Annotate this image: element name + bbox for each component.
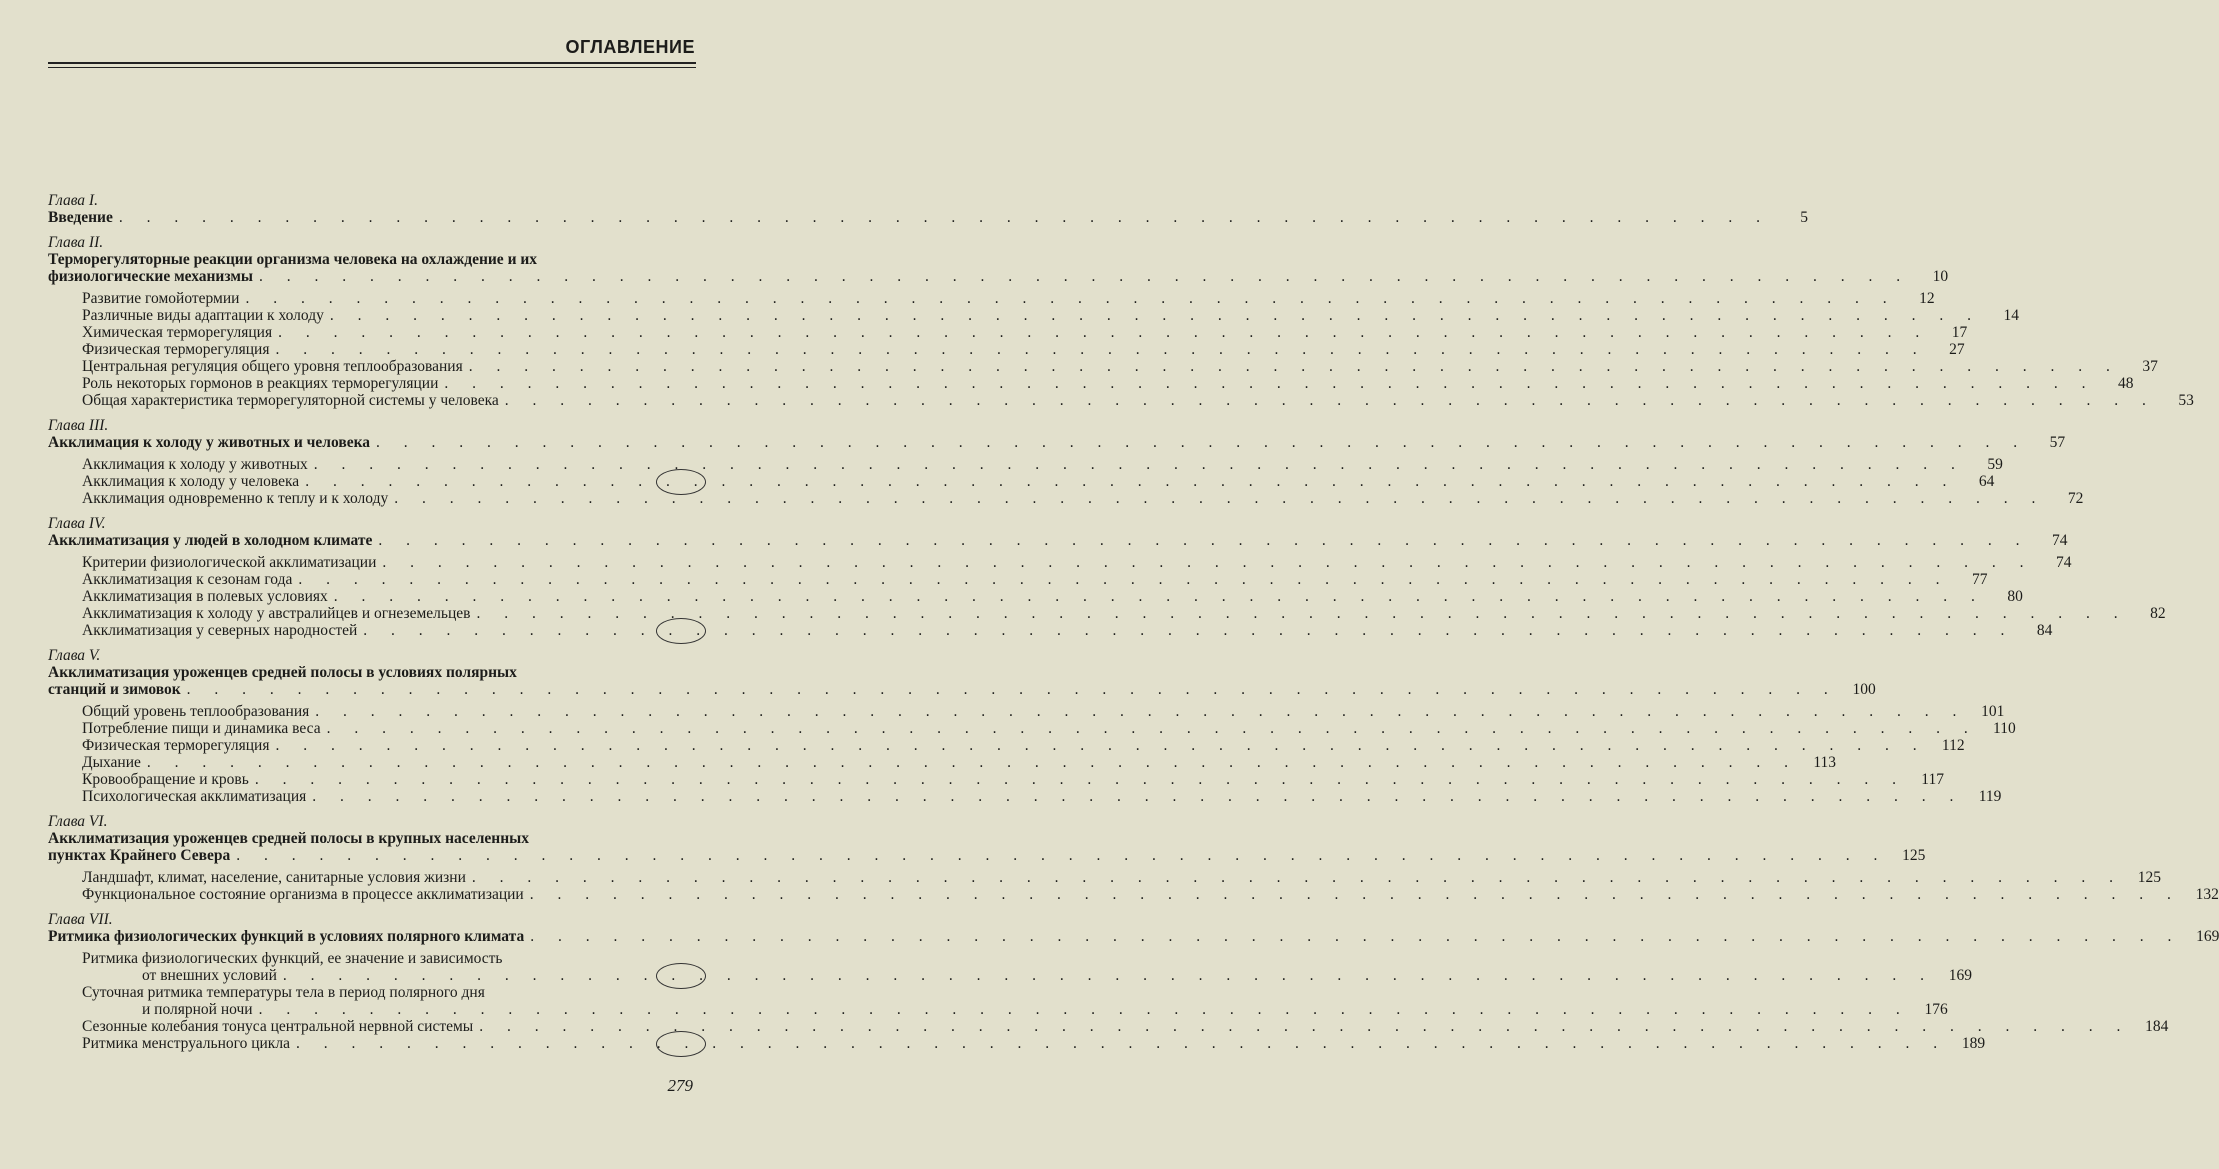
chapter-title[interactable]	[48, 209, 1808, 226]
entry-title: Роль некоторых гормонов в реакциях терморегуляции	[82, 375, 439, 392]
page-ref: 113	[1813, 754, 1837, 771]
entry-title: Центральная регуляция общего уровня теплообразования	[82, 358, 463, 375]
section-entry[interactable]	[48, 1035, 1986, 1052]
entry-title: Химическая терморегуляция	[82, 324, 273, 341]
entry-title: Акклиматизация у людей в холодном климате	[48, 532, 373, 549]
section-entry[interactable]	[48, 771, 1944, 788]
entry-title: пунктах Крайнего Севера	[48, 847, 231, 864]
section-entry[interactable]	[48, 967, 1972, 984]
page-ref: 100	[1852, 681, 1876, 698]
chapter-title[interactable]	[48, 268, 1949, 285]
page-ref: 77	[1971, 571, 1988, 588]
section-entry[interactable]	[48, 554, 2072, 571]
entry-title: Психологическая акклиматизация	[82, 788, 307, 805]
entry-title: Ландшафт, климат, население, санитарные условия жизни	[82, 869, 466, 886]
entry-title: Суточная ритмика температуры тела в период полярного дня	[82, 984, 485, 1001]
section-entry[interactable]	[48, 886, 2219, 903]
dot-leader: . . . . . . . . . . . . . . . . . . . . . . . . . . . . . . . . . . . . . . . . . . . . . . . . . . . . . . . . . . . .	[329, 307, 1981, 324]
dot-leader: . . . . . . . . . . . . . . . . . . . . . . . . . . . . . . . . . . . . . . . . . . . . . . . . . . . . . . . . . . . .	[382, 554, 2034, 571]
dot-leader: . . . . . . . . . . . . . . . . . . . . . . . . . . . . . . . . . . . . . . . . . . . . . . . . . . . . . . . . . . . .	[376, 434, 2028, 451]
section-entry[interactable]	[48, 737, 1965, 754]
page-ref: 12	[1919, 290, 1935, 307]
chapter-label: Глава II.	[48, 234, 104, 251]
page-ref: 189	[1961, 1035, 1986, 1052]
entry-title: физиологические механизмы	[48, 268, 254, 285]
dot-leader: . . . . . . . . . . . . . . . . . . . . . . . . . . . . . . . . . . . . . . . . . . . . . . . . . . . . . . . . . . . .	[305, 473, 1957, 490]
page-ref: 169	[2196, 928, 2219, 945]
page-ref: 132	[2195, 886, 2219, 903]
entry-title: Сезонные колебания тонуса центральной нервной системы	[82, 1018, 474, 1035]
dot-leader: . . . . . . . . . . . . . . . . . . . . . . . . . . . . . . . . . . . . . . . . . . . . . . . . . . . . . . . . . . . .	[298, 571, 1950, 588]
dot-leader: . . . . . . . . . . . . . . . . . . . . . . . . . . . . . . . . . . . . . . . . . . . . . . . . . . . . . . . . . . . .	[275, 737, 1927, 754]
dot-leader: . . . . . . . . . . . . . . . . . . . . . . . . . . . . . . . . . . . . . . . . . . . . . . . . . . . . . . . . . . . .	[118, 209, 1770, 226]
entry-title: Акклимация одновременно к теплу и к холоду	[82, 490, 389, 507]
dot-leader: . . . . . . . . . . . . . . . . . . . . . . . . . . . . . . . . . . . . . . . . . . . . . . . . . . . . . . . . . . . .	[529, 886, 2181, 903]
chapter-title[interactable]	[48, 928, 2219, 945]
section-entry[interactable]	[48, 703, 2005, 720]
entry-title: Критерии физиологической акклиматизации	[82, 554, 377, 571]
chapter-title[interactable]	[48, 532, 2068, 549]
chapter-label: Глава I.	[48, 192, 98, 209]
dot-leader: . . . . . . . . . . . . . . . . . . . . . . . . . . . . . . . . . . . . . . . . . . . . . . . . . . . . . . . . . . . .	[245, 290, 1897, 307]
section-entry[interactable]	[48, 341, 1965, 358]
chapter-title[interactable]	[48, 681, 1876, 698]
page-ref: 80	[2007, 588, 2023, 605]
entry-title: Физическая терморегуляция	[82, 341, 270, 358]
page-ref: 37	[2142, 358, 2158, 375]
pen-circle-mark	[656, 618, 706, 644]
page-ref: 119	[1978, 788, 2002, 805]
page-ref: 176	[1924, 1001, 1948, 1018]
page-ref: 125	[2137, 869, 2162, 886]
dot-leader: . . . . . . . . . . . . . . . . . . . . . . . . . . . . . . . . . . . . . . . . . . . . . . . . . . . . . . . . . . . .	[259, 268, 1911, 285]
section-entry[interactable]	[48, 571, 1988, 588]
entry-title: станций и зимовок	[48, 681, 181, 698]
entry-title: Потребление пищи и динамика веса	[82, 720, 321, 737]
chapter-title-line[interactable]	[48, 251, 698, 268]
chapter-title-line[interactable]	[48, 664, 698, 681]
entry-title: от внешних условий	[142, 967, 277, 984]
section-entry[interactable]	[48, 473, 1995, 490]
entry-title: Функциональное состояние организма в процессе акклиматизации	[82, 886, 524, 903]
dot-leader: . . . . . . . . . . . . . . . . . . . . . . . . . . . . . . . . . . . . . . . . . . . . . . . . . . . . . . . . . . . .	[278, 324, 1930, 341]
dot-leader: . . . . . . . . . . . . . . . . . . . . . . . . . . . . . . . . . . . . . . . . . . . . . . . . . . . . . . . . . . . .	[254, 771, 1906, 788]
chapter-title-line[interactable]	[48, 830, 698, 847]
section-title-line[interactable]	[48, 984, 698, 1001]
dot-leader: . . . . . . . . . . . . . . . . . . . . . . . . . . . . . . . . . . . . . . . . . . . . . . . . . . . . . . . . . . . .	[504, 392, 2156, 409]
section-entry[interactable]	[48, 456, 2003, 473]
entry-title: Ритмика физиологических функций в условиях полярного климата	[48, 928, 525, 945]
chapter-label: Глава IV.	[48, 515, 106, 532]
entry-title: Акклимация к холоду у животных и человека	[48, 434, 371, 451]
chapter-label: Глава VI.	[48, 813, 108, 830]
entry-title: Ритмика физиологических функций, ее значение и зависимость	[82, 950, 503, 967]
section-title-line[interactable]	[48, 950, 698, 967]
dot-leader: . . . . . . . . . . . . . . . . . . . . . . . . . . . . . . . . . . . . . . . . . . . . . . . . . . . . . . . . . . . .	[326, 720, 1978, 737]
entry-title: Акклиматизация уроженцев средней полосы в крупных населенных	[48, 830, 530, 847]
page-ref: 64	[1978, 473, 1995, 490]
page-ref: 101	[1981, 703, 2005, 720]
entry-title: Акклиматизация к сезонам года	[82, 571, 293, 588]
dot-leader: . . . . . . . . . . . . . . . . . . . . . . . . . . . . . . . . . . . . . . . . . . . . . . . . . . . . . . . . . . . .	[295, 1035, 1948, 1052]
dot-leader: . . . . . . . . . . . . . . . . . . . . . . . . . . . . . . . . . . . . . . . . . . . . . . . . . . . . . . . . . . . .	[275, 341, 1927, 358]
entry-title: Акклиматизация в полевых условиях	[82, 588, 328, 605]
entry-title: Акклиматизация у северных народностей	[82, 622, 358, 639]
entry-title: Акклимация к холоду у человека	[82, 473, 300, 490]
section-entry[interactable]	[48, 375, 2134, 392]
entry-title: Дыхание	[82, 754, 141, 771]
chapter-title[interactable]	[48, 847, 1926, 864]
page-header: ОГЛАВЛЕНИЕ	[565, 37, 695, 57]
page-ref: 57	[2049, 434, 2066, 451]
dot-leader: . . . . . . . . . . . . . . . . . . . . . . . . . . . . . . . . . . . . . . . . . . . . . . . . . . . . . . . . . . . .	[378, 532, 2030, 549]
section-entry[interactable]	[48, 754, 1837, 771]
section-entry[interactable]	[48, 392, 2194, 409]
page-ref: 59	[1987, 456, 2003, 473]
section-entry[interactable]	[48, 307, 2019, 324]
dot-leader: . . . . . . . . . . . . . . . . . . . . . . . . . . . . . . . . . . . . . . . . . . . . . . . . . . . . . . . . . . . .	[258, 1001, 1910, 1018]
page-ref: 27	[1949, 341, 1965, 358]
header-rule-thin	[48, 67, 696, 68]
pen-circle-mark	[656, 1031, 706, 1057]
chapter-label: Глава VII.	[48, 911, 113, 928]
section-entry[interactable]	[48, 324, 1968, 341]
page-ref: 82	[2150, 605, 2166, 622]
page-ref: 48	[2118, 375, 2134, 392]
section-entry[interactable]	[48, 490, 2084, 507]
page-number: 279	[667, 1076, 693, 1095]
section-entry[interactable]	[48, 788, 2002, 805]
section-entry[interactable]	[48, 869, 2162, 886]
page-ref: 53	[2178, 392, 2194, 409]
page-ref: 84	[2036, 622, 2053, 639]
page-ref: 14	[2003, 307, 2019, 324]
dot-leader: . . . . . . . . . . . . . . . . . . . . . . . . . . . . . . . . . . . . . . . . . . . . . . . . . . . . . . . . . . . .	[479, 1018, 2131, 1035]
entry-title: Общая характеристика терморегуляторной системы у человека	[82, 392, 499, 409]
page-ref: 169	[1948, 967, 1972, 984]
dot-leader: . . . . . . . . . . . . . . . . . . . . . . . . . . . . . . . . . . . . . . . . . . . . . . . . . . . . . . . . . . . .	[312, 788, 1964, 805]
dot-leader: . . . . . . . . . . . . . . . . . . . . . . . . . . . . . . . . . . . . . . . . . . . . . . . . . . . . . . . . . . . .	[394, 490, 2046, 507]
dot-leader: . . . . . . . . . . . . . . . . . . . . . . . . . . . . . . . . . . . . . . . . . . . . . . . . . . . . . . . . . . . .	[236, 847, 1888, 864]
page-ref: 125	[1902, 847, 1926, 864]
entry-title: Общий уровень теплообразования	[82, 703, 310, 720]
chapter-title[interactable]	[48, 434, 2066, 451]
page-ref: 72	[2067, 490, 2084, 507]
entry-title: Различные виды адаптации к холоду	[82, 307, 324, 324]
entry-title: Акклиматизация к холоду у австралийцев и огнеземельцев	[82, 605, 471, 622]
entry-title: Развитие гомойотермии	[82, 290, 240, 307]
page-ref: 117	[1921, 771, 1944, 788]
dot-leader: . . . . . . . . . . . . . . . . . . . . . . . . . . . . . . . . . . . . . . . . . . . . . . . . . . . . . . . . . . . .	[282, 967, 1934, 984]
dot-leader: . . . . . . . . . . . . . . . . . . . . . . . . . . . . . . . . . . . . . . . . . . . . . . . . . . . . . . . . . . . .	[186, 681, 1838, 698]
dot-leader: . . . . . . . . . . . . . . . . . . . . . . . . . . . . . . . . . . . . . . . . . . . . . . . . . . . . . . . . . . . .	[471, 869, 2124, 886]
page-ref: 112	[1941, 737, 1965, 754]
entry-title: Введение	[48, 209, 113, 226]
page-ref: 110	[1993, 720, 2016, 737]
entry-title: Физическая терморегуляция	[82, 737, 270, 754]
table-of-contents	[48, 192, 2219, 1052]
chapter-label: Глава V.	[48, 647, 101, 664]
entry-title: Ритмика менструального цикла	[82, 1035, 290, 1052]
dot-leader: . . . . . . . . . . . . . . . . . . . . . . . . . . . . . . . . . . . . . . . . . . . . . . . . . . . . . . . . . . . .	[315, 703, 1967, 720]
dot-leader: . . . . . . . . . . . . . . . . . . . . . . . . . . . . . . . . . . . . . . . . . . . . . . . . . . . . . . . . . . . .	[333, 588, 1985, 605]
page-ref: 74	[2056, 554, 2072, 571]
chapter-label: Глава III.	[48, 417, 109, 434]
dot-leader: . . . . . . . . . . . . . . . . . . . . . . . . . . . . . . . . . . . . . . . . . . . . . . . . . . . . . . . . . . . .	[313, 456, 1965, 473]
page-ref: 10	[1932, 268, 1949, 285]
section-entry[interactable]	[48, 605, 2166, 622]
section-entry[interactable]	[48, 290, 1935, 307]
page-ref: 17	[1951, 324, 1968, 341]
entry-title: и полярной ночи	[142, 1001, 253, 1018]
entry-title: Терморегуляторные реакции организма человека на охлаждение и их	[48, 251, 538, 268]
entry-title: Акклимация к холоду у животных	[82, 456, 308, 473]
page-ref: 5	[1800, 209, 1808, 226]
dot-leader: . . . . . . . . . . . . . . . . . . . . . . . . . . . . . . . . . . . . . . . . . . . . . . . . . . . . . . . . . . . .	[444, 375, 2096, 392]
section-entry[interactable]	[48, 720, 2016, 737]
section-entry[interactable]	[48, 1001, 1948, 1018]
header-rule	[48, 62, 696, 64]
dot-leader: . . . . . . . . . . . . . . . . . . . . . . . . . . . . . . . . . . . . . . . . . . . . . . . . . . . . . . . . . . . .	[476, 605, 2128, 622]
dot-leader: . . . . . . . . . . . . . . . . . . . . . . . . . . . . . . . . . . . . . . . . . . . . . . . . . . . . . . . . . . . .	[468, 358, 2120, 375]
dot-leader: . . . . . . . . . . . . . . . . . . . . . . . . . . . . . . . . . . . . . . . . . . . . . . . . . . . . . . . . . . . .	[146, 754, 1799, 771]
dot-leader: . . . . . . . . . . . . . . . . . . . . . . . . . . . . . . . . . . . . . . . . . . . . . . . . . . . . . . . . . . . .	[530, 928, 2182, 945]
page-ref: 74	[2052, 532, 2068, 549]
dot-leader: . . . . . . . . . . . . . . . . . . . . . . . . . . . . . . . . . . . . . . . . . . . . . . . . . . . . . . . . . . . .	[363, 622, 2015, 639]
section-entry[interactable]	[48, 1018, 2169, 1035]
section-entry[interactable]	[48, 588, 2023, 605]
page-ref: 184	[2145, 1018, 2169, 1035]
section-entry[interactable]	[48, 358, 2158, 375]
entry-title: Кровообращение и кровь	[82, 771, 249, 788]
entry-title: Акклиматизация уроженцев средней полосы в условиях полярных	[48, 664, 517, 681]
section-entry[interactable]	[48, 622, 2053, 639]
